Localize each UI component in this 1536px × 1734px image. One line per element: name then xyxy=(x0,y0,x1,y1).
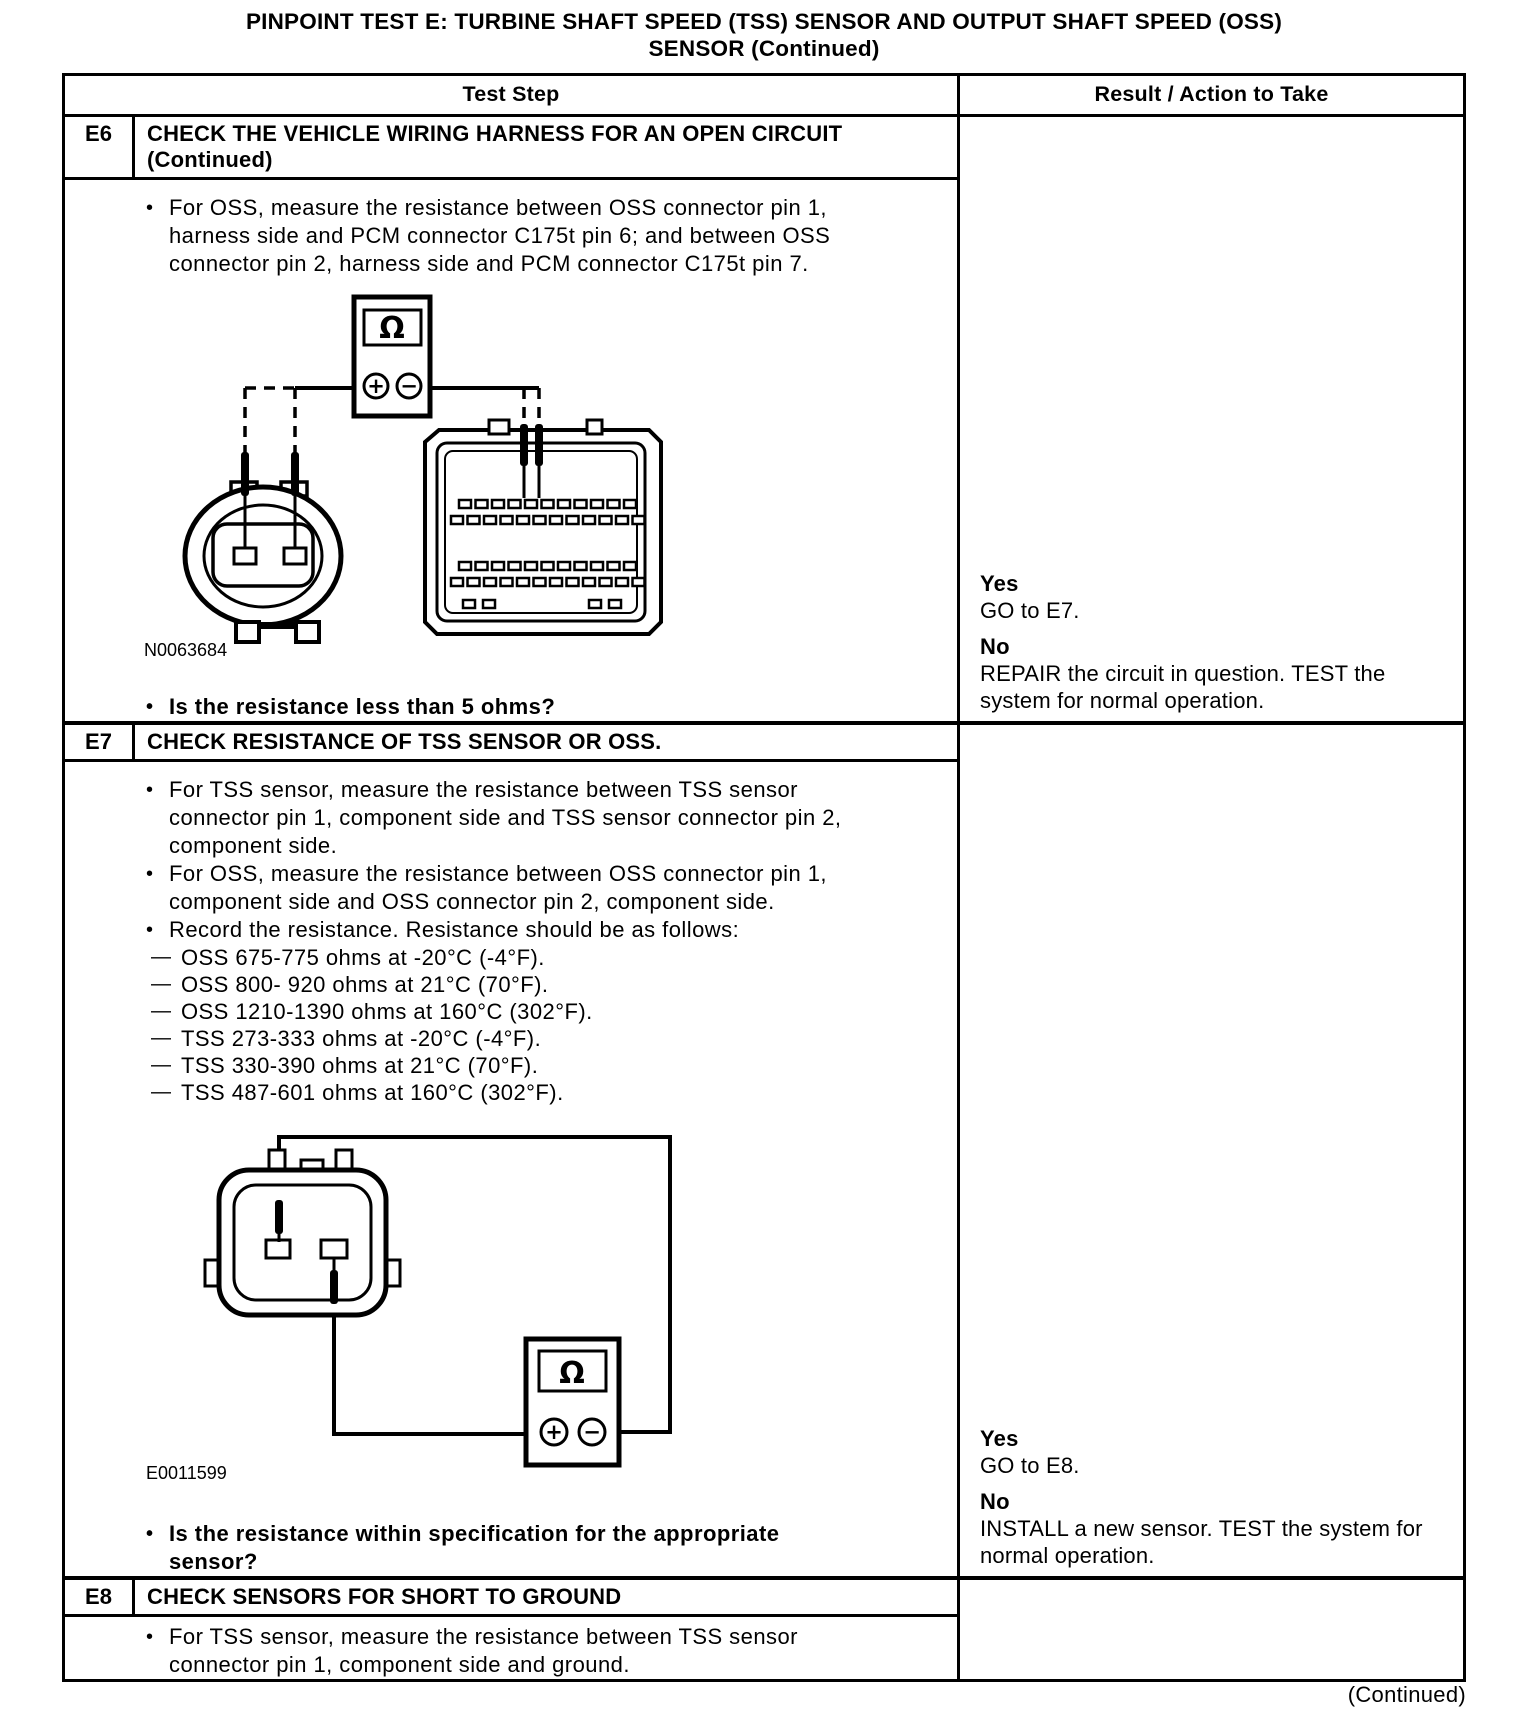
sensor-connector-drawing xyxy=(205,1150,400,1315)
e7-instruction-bullet: • For OSS, measure the resistance between OSS connector pin 1, component side and OSS connector pin 2, component side. xyxy=(146,860,957,916)
dash-icon xyxy=(151,971,181,998)
page-title xyxy=(62,8,1466,62)
resistance-spec-item: — TSS 487-601 ohms at 160°C (302°F). xyxy=(151,1079,957,1106)
e8-step-content xyxy=(65,1617,957,1679)
pin-2 xyxy=(321,1240,347,1258)
e8-step-title: CHECK SENSORS FOR SHORT TO GROUND xyxy=(147,1584,622,1609)
test-step-block-e6 xyxy=(65,117,1463,721)
resistance-spec-item: — TSS 330-390 ohms at 21°C (70°F). xyxy=(151,1052,957,1079)
bullet-icon xyxy=(146,1623,169,1679)
bullet-icon xyxy=(146,1520,169,1576)
ohm-symbol: Ω xyxy=(559,1356,585,1391)
table-header-row xyxy=(65,76,1463,117)
e6-wiring-diagram xyxy=(141,290,691,665)
e6-question-bullet: • Is the resistance less than 5 ohms? xyxy=(146,693,957,721)
e6-step-number: E6 xyxy=(65,117,135,177)
bullet-icon xyxy=(146,860,169,916)
e8-title-row xyxy=(65,1580,957,1617)
e6-step-content xyxy=(65,180,957,721)
e7-test-step-cell xyxy=(65,725,960,1576)
resistance-spec-item: — OSS 1210-1390 ohms at 160°C (302°F). xyxy=(151,998,957,1025)
dash-icon xyxy=(151,944,181,971)
e7-instruction-bullet: • For TSS sensor, measure the resistance between TSS sensor connector pin 1, component side and TSS sensor connector pin 2, component side. xyxy=(146,776,957,860)
dash-icon xyxy=(151,1025,181,1052)
page-title-line2: SENSOR (Continued) xyxy=(648,36,880,61)
yes-label: Yes xyxy=(980,1426,1019,1451)
e6-test-step-cell xyxy=(65,117,960,721)
bullet-icon xyxy=(146,776,169,860)
pin-2 xyxy=(284,548,306,564)
resistance-spec-item: — OSS 675-775 ohms at -20°C (-4°F). xyxy=(151,944,957,971)
yes-label: Yes xyxy=(980,571,1019,596)
minus-symbol: − xyxy=(400,374,418,398)
resistance-spec-item: — TSS 273-333 ohms at -20°C (-4°F). xyxy=(151,1025,957,1052)
e8-result-cell xyxy=(960,1580,1463,1679)
pinpoint-test-table xyxy=(62,73,1466,1682)
e6-title-row xyxy=(65,117,957,180)
e7-result-cell xyxy=(960,725,1463,1576)
pcm-pin-row xyxy=(459,500,636,508)
yes-action: GO to E8. xyxy=(980,1453,1080,1478)
e7-instruction-bullet: • Record the resistance. Resistance should be as follows: xyxy=(146,916,957,944)
e7-title-row xyxy=(65,725,957,762)
bullet-icon xyxy=(146,693,169,721)
column-header-result: Result / Action to Take xyxy=(1094,82,1329,106)
continued-note: (Continued) xyxy=(1347,1682,1466,1707)
e6-result-cell xyxy=(960,117,1463,721)
pcm-pin-row xyxy=(459,562,636,570)
e8-instruction-bullet: • For TSS sensor, measure the resistance between TSS sensor connector pin 1, component side and ground. xyxy=(146,1623,957,1679)
test-step-block-e8 xyxy=(65,1576,1463,1679)
column-header-test-step: Test Step xyxy=(65,76,960,114)
meter-lead-wire xyxy=(334,1310,526,1434)
resistance-spec-item: — OSS 800- 920 ohms at 21°C (70°F). xyxy=(151,971,957,998)
pin-1 xyxy=(266,1240,290,1258)
page-title-line1: PINPOINT TEST E: TURBINE SHAFT SPEED (TSS) SENSOR AND OUTPUT SHAFT SPEED (OSS) xyxy=(245,9,1283,34)
yes-action: GO to E7. xyxy=(980,598,1080,623)
e8-step-number: E8 xyxy=(65,1580,135,1614)
figure-label: N0063684 xyxy=(144,640,228,660)
oss-connector-drawing xyxy=(185,482,341,642)
bullet-icon xyxy=(146,916,169,944)
e7-wiring-diagram xyxy=(141,1122,691,1492)
no-label: No xyxy=(980,634,1010,659)
plus-symbol: + xyxy=(545,1420,563,1444)
test-step-block-e7 xyxy=(65,721,1463,1576)
dash-icon xyxy=(151,998,181,1025)
ohm-symbol: Ω xyxy=(379,311,405,346)
e7-step-title: CHECK RESISTANCE OF TSS SENSOR OR OSS. xyxy=(147,729,662,754)
dash-icon xyxy=(151,1079,181,1106)
pin-1 xyxy=(234,548,256,564)
no-action: INSTALL a new sensor. TEST the system for normal operation. xyxy=(980,1516,1423,1568)
e7-step-content xyxy=(65,762,957,1576)
bullet-icon xyxy=(146,194,169,278)
dash-icon xyxy=(151,1052,181,1079)
minus-symbol: − xyxy=(583,1420,601,1444)
e7-step-number: E7 xyxy=(65,725,135,759)
no-label: No xyxy=(980,1489,1010,1514)
ohmmeter-drawing xyxy=(526,1339,619,1465)
ohmmeter-drawing xyxy=(354,297,430,416)
figure-label: E0011599 xyxy=(146,1463,227,1483)
e7-question-bullet: • Is the resistance within specification for the appropriate sensor? xyxy=(146,1520,957,1576)
plus-symbol: + xyxy=(367,374,385,398)
e6-step-title: CHECK THE VEHICLE WIRING HARNESS FOR AN OPEN CIRCUIT (Continued) xyxy=(147,121,843,172)
e6-instruction-bullet: • For OSS, measure the resistance between OSS connector pin 1, harness side and PCM connector C175t pin 6; and between OSS connector pin 2, harness side and PCM connector C175t pin 7. xyxy=(146,194,957,278)
e8-test-step-cell xyxy=(65,1580,960,1679)
no-action: REPAIR the circuit in question. TEST the system for normal operation. xyxy=(980,661,1386,713)
